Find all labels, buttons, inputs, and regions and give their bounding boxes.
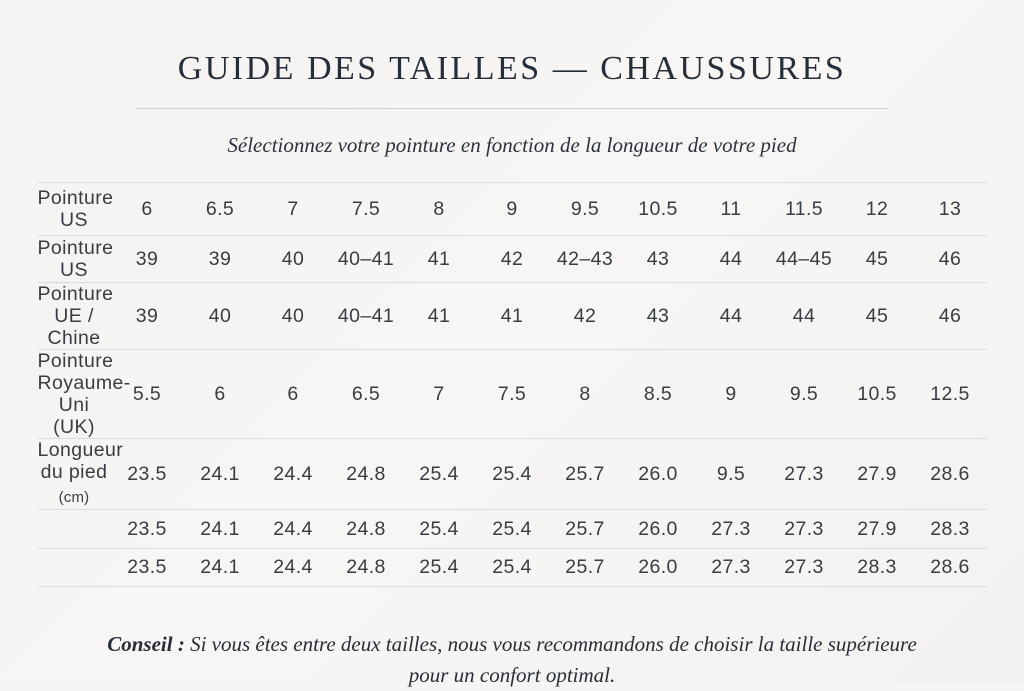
page-title: GUIDE DES TAILLES — CHAUSSURES: [177, 50, 847, 87]
size-value-cell: 24.1: [200, 517, 240, 540]
size-value-cell: 44–45: [775, 247, 833, 270]
size-value-cell: 39: [208, 247, 232, 270]
size-table-body: [38, 183, 987, 587]
size-value-cell: 46: [938, 247, 962, 270]
size-value-cell: 27.3: [711, 517, 751, 540]
size-value-cell: 25.7: [565, 556, 605, 578]
size-value-cell: 43: [646, 247, 670, 270]
size-value-cell: 44: [719, 247, 743, 270]
size-value-cell: 46: [938, 304, 962, 327]
size-value-cell: 25.4: [419, 517, 459, 540]
size-value-cell: 26.0: [638, 517, 678, 540]
size-value-cell: 10.5: [638, 197, 678, 220]
size-value-cell: 11.5: [784, 197, 824, 220]
size-value-cell: 7.5: [351, 197, 381, 220]
size-table: [38, 182, 987, 587]
row-label: [38, 549, 111, 587]
size-value-cell: 41: [500, 304, 524, 327]
table-row: [38, 236, 987, 283]
size-value-cell: 40: [281, 304, 305, 327]
row-label-unit: (cm): [58, 489, 90, 506]
size-value-cell: 25.4: [419, 462, 459, 485]
size-value-cell: 23.5: [127, 556, 167, 578]
table-row: [38, 510, 987, 549]
size-value-cell: 39: [135, 304, 159, 327]
size-value-cell: 40: [208, 304, 232, 327]
size-value-cell: 25.4: [419, 556, 459, 578]
table-row: [38, 350, 987, 439]
size-value-cell: 9.5: [570, 197, 600, 220]
size-value-cell: 42–43: [556, 247, 614, 270]
size-value-cell: 25.4: [492, 517, 532, 540]
table-row: [38, 283, 987, 350]
size-value-cell: 23.5: [127, 517, 167, 540]
size-value-cell: 8.5: [643, 382, 673, 405]
title-divider: [136, 108, 888, 109]
size-value-cell: 26.0: [638, 462, 678, 485]
size-value-cell: 44: [719, 304, 743, 327]
size-value-cell: 42: [573, 304, 597, 327]
size-value-cell: 25.4: [492, 556, 532, 578]
size-value-cell: 42: [500, 247, 524, 270]
size-value-cell: 6: [287, 382, 299, 405]
size-value-cell: 24.8: [346, 517, 386, 540]
advice-footer: [0, 629, 1024, 691]
table-row: [38, 549, 987, 587]
size-value-cell: 7: [287, 197, 299, 220]
size-value-cell: 27.3: [784, 556, 824, 578]
size-value-cell: 45: [865, 247, 889, 270]
row-label: Longueur du pied (cm): [37, 439, 124, 506]
size-value-cell: 10.5: [857, 382, 897, 405]
size-value-cell: 9.5: [789, 382, 819, 405]
size-value-cell: 25.4: [492, 462, 532, 485]
advice-line2: pour un confort optimal.: [408, 663, 616, 687]
size-value-cell: 13: [938, 197, 962, 220]
size-value-cell: 9: [725, 382, 737, 405]
size-value-cell: 12: [865, 197, 889, 220]
size-value-cell: 24.8: [346, 556, 386, 578]
size-value-cell: 43: [646, 304, 670, 327]
size-value-cell: 11: [720, 197, 742, 220]
size-value-cell: 24.1: [200, 556, 240, 578]
row-label: [38, 510, 111, 549]
size-value-cell: 6: [141, 197, 153, 220]
row-label: Pointure UE / Chine: [37, 283, 114, 349]
size-value-cell: 27.3: [784, 462, 824, 485]
size-value-cell: 7: [433, 382, 445, 405]
size-value-cell: 24.4: [273, 462, 313, 485]
size-value-cell: 6.5: [205, 197, 235, 220]
row-label: Pointure US: [37, 237, 114, 281]
size-value-cell: 25.7: [565, 517, 605, 540]
size-value-cell: 27.3: [711, 556, 751, 578]
size-value-cell: 9: [506, 197, 518, 220]
size-value-cell: 41: [427, 247, 451, 270]
size-value-cell: 23.5: [127, 462, 167, 485]
table-row: [38, 183, 987, 236]
table-row: [38, 439, 987, 510]
size-value-cell: 6: [214, 382, 226, 405]
size-value-cell: 41: [427, 304, 451, 327]
size-value-cell: 12.5: [930, 382, 970, 405]
size-value-cell: 40: [281, 247, 305, 270]
size-value-cell: 24.4: [273, 517, 313, 540]
size-value-cell: 27.9: [857, 462, 897, 485]
size-value-cell: 24.4: [273, 556, 313, 578]
row-label: Pointure Royaume-Uni (UK): [37, 350, 131, 438]
size-value-cell: 24.1: [200, 462, 240, 485]
size-value-cell: 45: [865, 304, 889, 327]
size-value-cell: 40–41: [337, 247, 395, 270]
size-value-cell: 28.6: [930, 556, 970, 578]
advice-line1: Si vous êtes entre deux tailles, nous vous recommandons de choisir la taille supérieure: [190, 632, 917, 656]
size-value-cell: 7.5: [497, 382, 527, 405]
size-value-cell: 28.6: [930, 462, 970, 485]
size-value-cell: 27.9: [857, 517, 897, 540]
size-value-cell: 39: [135, 247, 159, 270]
size-value-cell: 6.5: [351, 382, 381, 405]
size-value-cell: 44: [792, 304, 816, 327]
size-value-cell: 27.3: [784, 517, 824, 540]
size-value-cell: 8: [433, 197, 445, 220]
size-value-cell: 26.0: [638, 556, 678, 578]
size-value-cell: 40–41: [337, 304, 395, 327]
size-value-cell: 28.3: [857, 556, 897, 578]
size-value-cell: 8: [579, 382, 591, 405]
size-value-cell: 5.5: [132, 382, 162, 405]
row-label: Pointure US: [37, 187, 114, 231]
size-value-cell: 24.8: [346, 462, 386, 485]
size-value-cell: 9.5: [716, 462, 746, 485]
size-value-cell: 28.3: [930, 517, 970, 540]
advice-label: Conseil :: [107, 632, 185, 656]
size-value-cell: 25.7: [565, 462, 605, 485]
page-subtitle: Sélectionnez votre pointure en fonction de la longueur de votre pied: [227, 133, 797, 157]
